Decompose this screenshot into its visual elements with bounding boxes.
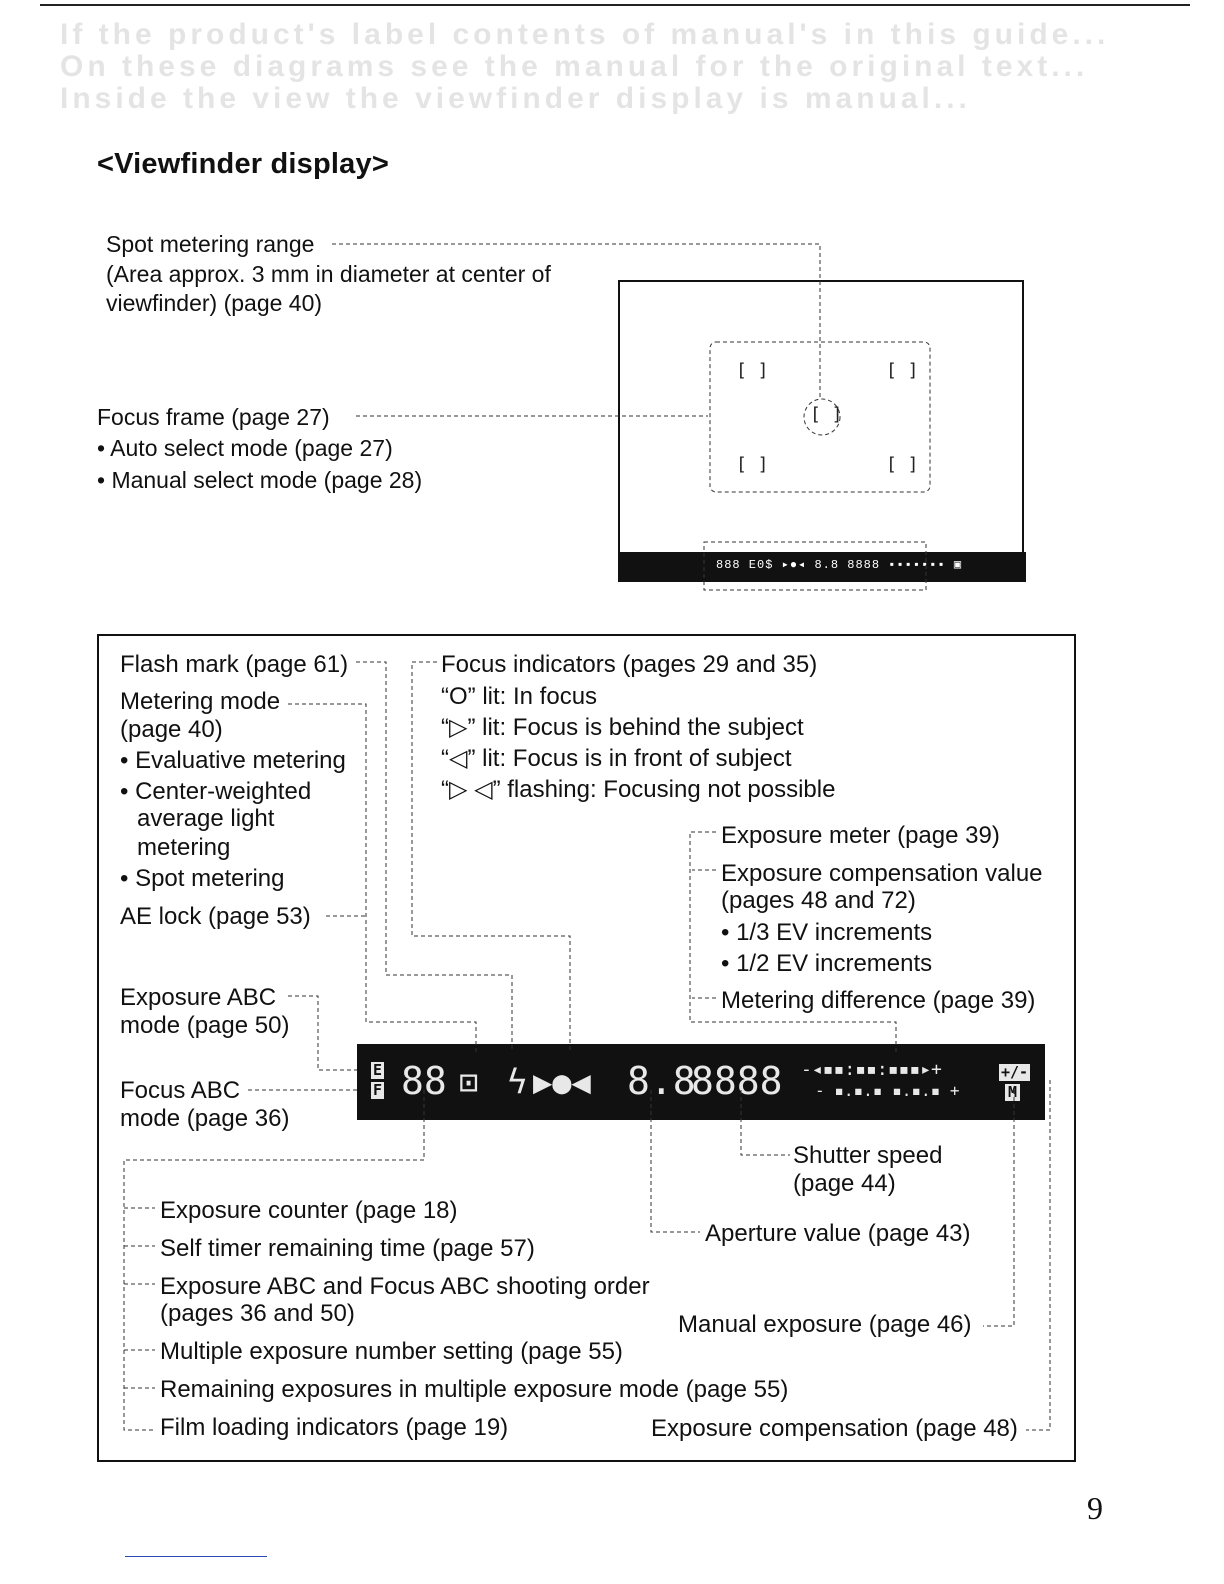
focus-abc-page: mode (page 36) [120,1105,290,1132]
ae-lock-label: AE lock (page 53) [120,903,311,930]
focus-abc-label: Focus ABC [120,1077,241,1104]
focus-indicator-icon: ▶●◀ [533,1063,591,1101]
exposure-counter-digits: 88 [401,1059,447,1103]
counter-item-cont: (pages 36 and 50) [160,1300,355,1327]
footer-rule [125,1556,267,1557]
af-point-center: [ ] [810,404,843,425]
exposure-meter-label: Exposure meter (page 39) [721,822,1000,849]
abc-e-indicator: E [373,1061,383,1079]
counter-item: Remaining exposures in multiple exposure mode (page 55) [160,1376,789,1403]
focus-indicator-item: “▷ ◁” flashing: Focusing not possible [441,776,836,803]
flash-mark-label: Flash mark (page 61) [120,651,349,678]
page-title: <Viewfinder display> [97,148,389,180]
metering-option: • Center-weighted [120,778,312,805]
exposure-compensation-label: Exposure compensation (page 48) [651,1415,1018,1442]
focus-indicators-label: Focus indicators (pages 29 and 35) [441,651,818,678]
exp-comp-value-label: Exposure compensation value [721,860,1043,887]
manual-exposure-label: Manual exposure (page 46) [678,1311,972,1338]
aperture-value-label: Aperture value (page 43) [705,1220,971,1247]
shutter-speed-digits: 8888 [691,1059,783,1103]
metering-option: • Spot metering [120,865,285,892]
manual-exposure-indicator: M [1005,1084,1020,1101]
focus-indicator-item: “▷” lit: Focus is behind the subject [441,714,804,741]
focus-indicator-item: “◁” lit: Focus is in front of subject [441,745,792,772]
shutter-speed-page: (page 44) [793,1170,896,1197]
header-garbled-line: On these diagrams see the manual for the original text... [60,50,1089,83]
metering-option-cont: metering [137,834,231,861]
metering-mode-icon: ⊡ [459,1063,479,1101]
viewfinder-info-text: 888 E0$ ▸●◂ 8.8 8888 ▪▪▪▪▪▪▪ ▣ [716,558,963,572]
af-point-bottom-left: [ ] [736,454,769,475]
exposure-scale: -◂▪▪:▪▪:▪▪▪▸+ [801,1059,942,1080]
ev-increment-option: • 1/2 EV increments [721,950,933,977]
focus-frame-label: Focus frame (page 27) [97,404,330,430]
focus-frame-auto: • Auto select mode (page 27) [97,435,393,461]
exposure-abc-page: mode (page 50) [120,1012,290,1039]
aperture-digits: 8.8 [627,1059,696,1103]
metering-mode-label: Metering mode [120,688,281,715]
ev-increment-option: • 1/3 EV increments [721,919,933,946]
counter-item: Film loading indicators (page 19) [160,1414,509,1441]
counter-item: Self timer remaining time (page 57) [160,1235,535,1262]
header-garbled-line: If the product's label contents of manual's in this guide... [60,18,1110,51]
af-point-top-right: [ ] [886,360,919,381]
header-garbled-line: Inside the view the viewfinder display is manual... [60,82,971,115]
metering-option: • Evaluative metering [120,747,346,774]
counter-item: Multiple exposure number setting (page 55) [160,1338,623,1365]
metering-difference-label: Metering difference (page 39) [721,987,1036,1014]
counter-item: Exposure counter (page 18) [160,1197,458,1224]
exposure-comp-indicator: +/- [1001,1063,1029,1081]
spot-metering-desc: viewfinder) (page 40) [106,290,323,316]
flash-icon: ϟ [507,1062,528,1102]
page-number: 9 [1087,1490,1103,1526]
focus-frame-manual: • Manual select mode (page 28) [97,467,423,493]
metering-mode-page: (page 40) [120,716,223,743]
metering-option-cont: average light [137,805,275,832]
abc-f-indicator: F [373,1081,383,1099]
af-point-top-left: [ ] [736,360,769,381]
exposure-scale-lower: - ▪.▪.▪ ▪.▪.▪ + [815,1081,960,1100]
exposure-abc-label: Exposure ABC [120,984,277,1011]
focus-indicator-item: “O” lit: In focus [441,683,598,710]
spot-metering-desc: (Area approx. 3 mm in diameter at center of [106,261,551,287]
shutter-speed-label: Shutter speed [793,1142,943,1169]
spot-metering-label: Spot metering range [106,231,315,257]
exp-comp-value-page: (pages 48 and 72) [721,887,916,914]
counter-item: Exposure ABC and Focus ABC shooting order [160,1273,650,1300]
af-point-bottom-right: [ ] [886,454,919,475]
